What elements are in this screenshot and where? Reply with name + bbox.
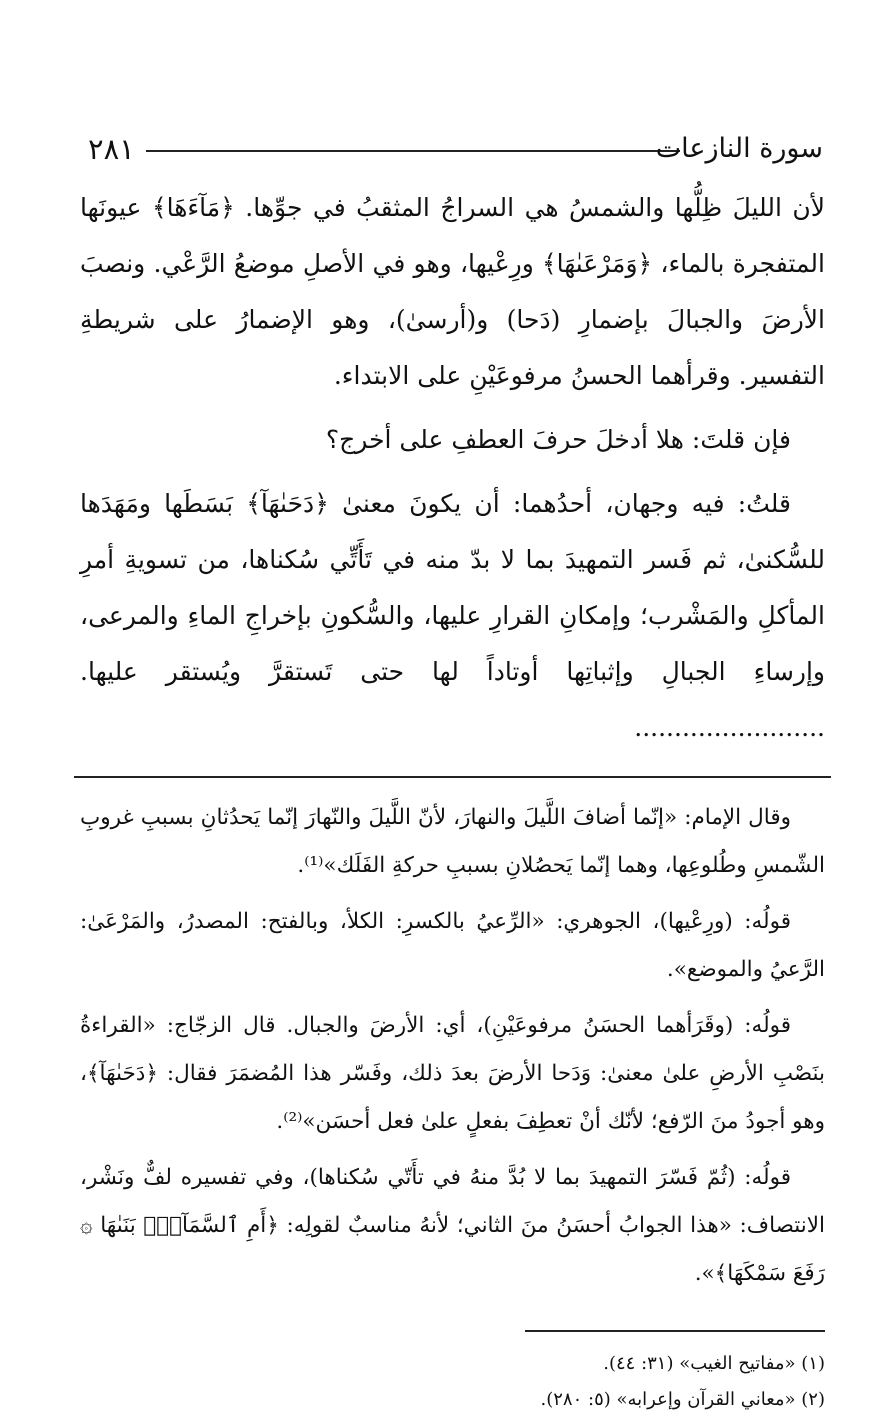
footnote-rule <box>525 1330 825 1332</box>
footnotes <box>80 1346 825 1418</box>
note-paragraph: وقال الإمام: «إنّما أضافَ اللَّيلَ والنهارَ، لأنّ اللَّيلَ والنّهارَ إنّما يَحدُثانِ بسببِ غروبِ الشّمسِ وطُلوعِها، وهما إنّما يَحصُلانِ بسببِ حركةِ الفَلَك»⁽¹⁾. <box>80 805 825 878</box>
header-rule <box>146 150 680 152</box>
page-body <box>80 180 825 1418</box>
footnote: (٢) «معاني القرآن وإعرابه» (٥: ٢٨٠). <box>540 1389 825 1410</box>
note-paragraph: قولُه: (وقَرَأهما الحسَنُ مرفوعَيْنِ)، أي: الأرضَ والجبال. قال الزجّاج: «القراءةُ بنَصْبِ الأرضِ علىٰ معنىٰ: وَدَحا الأرضَ بعدَ ذلك، وفَسّر هذا المُضمَرَ فقال: ﴿دَحَىٰهَآ﴾، وهو أجودُ منَ الرّفع؛ لأنّك أنْ تعطِفَ بفعلٍ علىٰ فعل أحسَن»⁽²⁾. <box>80 1013 825 1134</box>
commentary-notes <box>80 794 825 1298</box>
main-paragraph: لأن الليلَ ظِلُّها والشمسُ هي السراجُ المثقبُ في جوِّها. ﴿مَآءَهَا﴾ عيونَها المتفجرة بالماء، ﴿وَمَرْعَىٰهَا﴾ ورِعْيها، وهو في الأصلِ موضعُ الرَّعْي. ونصبَ الأرضَ والجبالَ بإضمارِ (دَحا) و(أرسىٰ)، وهو الإضمارُ على شريطةِ التفسير. وقرأهما الحسنُ مرفوعَيْنِ على الابتداء. <box>80 193 825 390</box>
surah-title: سورة النازعات <box>655 133 823 164</box>
main-paragraph: قلتُ: فيه وجهان، أحدُهما: أن يكونَ معنىٰ ﴿دَحَىٰهَآ﴾ بَسَطَها ومَهَدَها للسُّكنىٰ، ثم فَسر التمهيدَ بما لا بدّ منه في تَأَتِّي سُكناها، من تسويةِ أمرِ المأكلِ والمَشْرب؛ وإمكانِ القرارِ عليها، والسُّكونِ بإخراجِ الماءِ والمرعى، وإرساءِ الجبالِ وإثباتِها أوتاداً لها حتى تَستقرَّ ويُستقر عليها. ........................ <box>80 489 825 742</box>
page-number: ٢٨١ <box>88 132 135 166</box>
page-header <box>88 130 823 170</box>
footnote: (١) «مفاتيح الغيب» (٣١: ٤٤). <box>603 1353 825 1374</box>
main-text <box>80 180 825 756</box>
main-paragraph: فإن قلتَ: هلا أدخلَ حرفَ العطفِ على أخرج؟ <box>325 425 791 454</box>
note-paragraph: قولُه: (ورِعْيها)، الجوهري: «الرِّعيُ بالكسرِ: الكلأ، وبالفتح: المصدرُ، والمَرْعَىٰ: الرَّعيُ والموضع». <box>80 909 825 982</box>
section-separator <box>74 776 831 778</box>
note-paragraph: قولُه: (ثُمّ فَسّرَ التمهيدَ بما لا بُدَّ منهُ في تأَتّي سُكناها)، وفي تفسيره لفٌّ ونَشْر، الانتصاف: «هذا الجوابُ أحسَنُ منَ الثاني؛ لأنهُ مناسبٌ لقولِه: ﴿أَمِ ٱلسَّمَآءُۚ بَنَىٰهَا ۞ رَفَعَ سَمْكَهَا﴾». <box>80 1165 825 1286</box>
